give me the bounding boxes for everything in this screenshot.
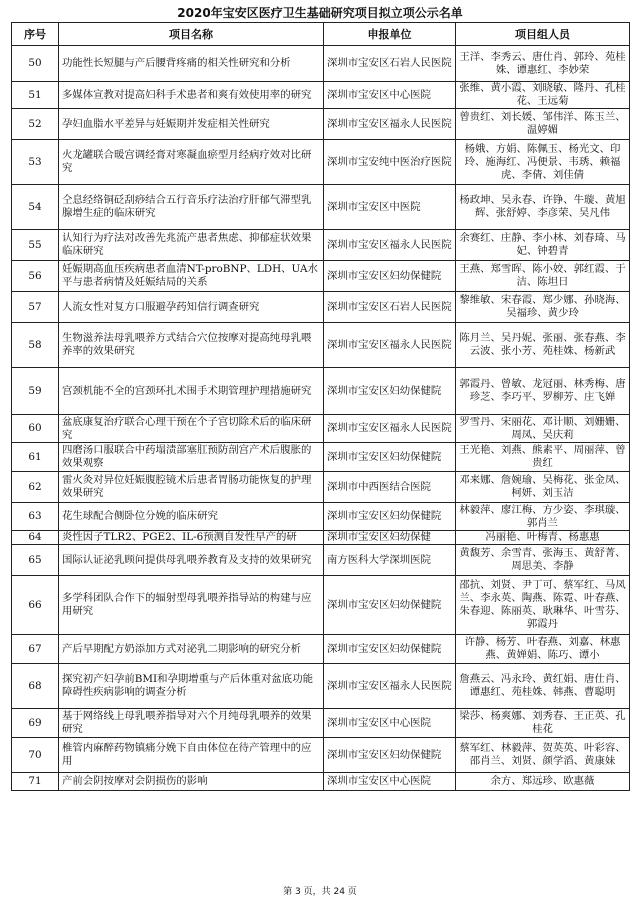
row-number: 68 [12,664,59,709]
project-members: 詹燕云、冯永玲、黄红娟、唐仕肖、谭惠红、苑桂姝、韩燕、曹聪明 [456,664,630,709]
project-name: 四磨汤口服联合中药塌渍部塞肛预防剖宫产术后腹胀的效果观察 [59,443,324,472]
project-name: 盆底康复治疗联合心理干预在个子宫切除术后的临床研究 [59,415,324,443]
project-name: 产后早期配方奶添加方式对泌乳二期影响的研究分析 [59,635,324,664]
row-number: 63 [12,503,59,531]
project-name: 花生球配合侧卧位分娩的临床研究 [59,503,324,531]
project-members: 邵抗、刘贤、尹丁可、蔡军红、马凤兰、李永英、陶燕、陈霓、叶春燕、朱春迎、陈丽英、耿琳华、叶雪芬、郭霞丹 [456,576,630,635]
row-number: 60 [12,415,59,443]
row-number: 65 [12,545,59,576]
project-members: 林毅萍、廖江梅、方少姿、李琪璇、郭肖兰 [456,503,630,531]
project-name: 火龙罐联合暖宫调经膏对寒凝血瘀型月经病疗效对比研究 [59,140,324,185]
applicant-unit: 深圳市宝安区中心医院 [324,709,456,738]
applicant-unit: 深圳市宝安区福永人民医院 [324,230,456,261]
row-number: 59 [12,368,59,415]
table-row [12,773,630,791]
table-row [12,46,630,82]
project-name: 炎性因子TLR2、PGE2、IL-6预测自发性早产的研 [59,531,324,545]
table-row [12,140,630,185]
row-number: 52 [12,109,59,140]
table-header-row [12,23,630,46]
table-row [12,531,630,545]
applicant-unit: 深圳市宝安区中医院 [324,185,456,230]
table-row [12,109,630,140]
applicant-unit: 深圳市宝安区妇幼保健院 [324,635,456,664]
column-header-no: 序号 [12,23,59,46]
project-name: 探究初产妇孕前BMI和孕期增重与产后体重对盆底功能障碍性疾病影响的调查分析 [59,664,324,709]
applicant-unit: 深圳市宝安区石岩人民医院 [324,46,456,82]
applicant-unit: 南方医科大学深圳医院 [324,545,456,576]
project-members: 张维、黄小霞、刘晓敏、隆丹、孔桂花、王远菊 [456,82,630,109]
applicant-unit: 深圳市宝安区妇幼保健院 [324,261,456,292]
table-row [12,576,630,635]
column-header-unit: 申报单位 [324,23,456,46]
applicant-unit: 深圳市宝安区福永人民医院 [324,323,456,368]
applicant-unit: 深圳市宝安区妇幼保健 [324,531,456,545]
table-row [12,230,630,261]
applicant-unit: 深圳市宝安纯中医治疗医院 [324,140,456,185]
page-title: 2020年宝安区医疗卫生基础研究项目拟立项公示名单 [177,6,463,20]
applicant-unit: 深圳市宝安区妇幼保健院 [324,368,456,415]
applicant-unit: 深圳市宝安区中心医院 [324,773,456,791]
project-name: 产前会阴按摩对会阴损伤的影响 [59,773,324,791]
project-name: 认知行为疗法对改善先兆流产患者焦虑、抑郁症状效果临床研究 [59,230,324,261]
column-header-name: 项目名称 [59,23,324,46]
table-row [12,443,630,472]
row-number: 57 [12,292,59,323]
applicant-unit: 深圳市宝安区福永人民医院 [324,664,456,709]
applicant-unit: 深圳市宝安区妇幼保健院 [324,576,456,635]
project-name: 国际认证泌乳顾问提供母乳喂养教育及支持的效果研究 [59,545,324,576]
table-row [12,635,630,664]
row-number: 51 [12,82,59,109]
project-name: 雷火灸对异位妊娠腹腔镜术后患者胃肠功能恢复的护理效果研究 [59,472,324,503]
project-members: 王燕、郑雪晖、陈小姣、郭红霞、于洁、陈坦日 [456,261,630,292]
project-name: 椎管内麻醉药物镇痛分娩下自由体位在待产管理中的应用 [59,738,324,773]
project-members: 蔡军红、林毅萍、贺英英、叶彩容、邵肖兰、刘贤、颜学滔、黄康妹 [456,738,630,773]
row-number: 61 [12,443,59,472]
applicant-unit: 深圳市宝安区石岩人民医院 [324,292,456,323]
applicant-unit: 深圳市宝安区中心医院 [324,82,456,109]
table-row [12,368,630,415]
row-number: 53 [12,140,59,185]
table-row [12,503,630,531]
project-members: 余方、郑远珍、欧惠薇 [456,773,630,791]
project-name: 孕妇血脂水平差异与妊娠期并发症相关性研究 [59,109,324,140]
table-row [12,545,630,576]
project-name: 仝息经络铜砭刮痧结合五行音乐疗法治疗肝郁气滞型乳腺增生症的临床研究 [59,185,324,230]
row-number: 67 [12,635,59,664]
project-members: 余赛红、庄静、李小林、刘春琦、马妃、钟碧青 [456,230,630,261]
project-name: 宫颈机能不全的宫颈环扎术围手术期管理护理措施研究 [59,368,324,415]
project-members: 杨娥、方娟、陈佩玉、杨光文、印玲、施海红、冯便景、韦琇、赖福虎、李倩、刘佳倩 [456,140,630,185]
applicant-unit: 深圳市宝安区妇幼保健院 [324,503,456,531]
project-members: 罗雪丹、宋丽花、邓计顺、刘姗姗、周凤、吴庆莉 [456,415,630,443]
table-row [12,261,630,292]
table-row [12,664,630,709]
page-footer: 第 3 页，共 24 页 [283,887,357,897]
applicant-unit: 深圳市宝安区福永人民医院 [324,415,456,443]
applicant-unit: 深圳市宝安区妇幼保健院 [324,443,456,472]
row-number: 71 [12,773,59,791]
column-header-members: 项目组人员 [456,23,630,46]
table-row [12,323,630,368]
row-number: 62 [12,472,59,503]
table-row [12,82,630,109]
project-members: 曾贵红、刘长媛、邹伟洋、陈玉兰、温婷媚 [456,109,630,140]
applicant-unit: 深圳市宝安区福永人民医院 [324,109,456,140]
project-name: 人流女性对复方口服避孕药知信行调查研究 [59,292,324,323]
row-number: 50 [12,46,59,82]
project-members: 郭霞丹、曾敏、龙冠丽、林秀梅、唐珍芝、李巧平、罗柳芳、庄飞婵 [456,368,630,415]
project-name: 基于网络线上母乳喂养指导对六个月纯母乳喂养的效果研究 [59,709,324,738]
project-name: 功能性长短腿与产后腰背疼痛的相关性研究和分析 [59,46,324,82]
project-members: 梁莎、杨爽娜、刘秀春、王正英、孔桂花 [456,709,630,738]
applicant-unit: 深圳市宝安区妇幼保健院 [324,738,456,773]
project-members: 杨政坤、吴永春、许铮、牛璇、黄旭辉、张舒婷、李彦荣、吴凡伟 [456,185,630,230]
table-row [12,185,630,230]
table-row [12,472,630,503]
project-members: 邓来娜、詹婉瑜、吴梅花、张金凤、柯妍、刘玉洁 [456,472,630,503]
project-name: 多学科团队合作下的辐射型母乳喂养指导站的构建与应用研究 [59,576,324,635]
table-row [12,709,630,738]
project-members: 王洋、李秀云、唐仕肖、郭玲、苑桂姝、谭惠红、李妙荣 [456,46,630,82]
project-name: 多媒体宣教对提高妇科手术患者和爽有效使用率的研究 [59,82,324,109]
project-name: 妊娠期高血压疾病患者血清NT-proBNP、LDH、UA水平与患者病情及妊娠结局的关系 [59,261,324,292]
project-name: 生物滋养法母乳喂养方式结合穴位按摩对提高纯母乳喂养率的效果研究 [59,323,324,368]
table-row [12,415,630,443]
project-members: 王光艳、刘燕、熊素平、周丽萍、曾贵红 [456,443,630,472]
project-members: 冯丽艳、叶梅青、杨惠惠 [456,531,630,545]
row-number: 58 [12,323,59,368]
table-row [12,738,630,773]
applicant-unit: 深圳市中西医结合医院 [324,472,456,503]
row-number: 64 [12,531,59,545]
project-members: 黄馥芳、余雪青、张海玉、黄舒菁、周思美、李静 [456,545,630,576]
project-members: 黎维敏、宋春霞、郑少娜、孙晓海、吴福珍、黄少玲 [456,292,630,323]
project-table [11,22,630,791]
row-number: 66 [12,576,59,635]
row-number: 70 [12,738,59,773]
row-number: 69 [12,709,59,738]
project-members: 许静、杨芳、叶春燕、刘嘉、林惠燕、黄婵娟、陈巧、谭小 [456,635,630,664]
row-number: 56 [12,261,59,292]
project-members: 陈月兰、吴丹妮、张丽、张春燕、李云波、张小芳、苑桂姝、杨新武 [456,323,630,368]
row-number: 54 [12,185,59,230]
row-number: 55 [12,230,59,261]
table-row [12,292,630,323]
